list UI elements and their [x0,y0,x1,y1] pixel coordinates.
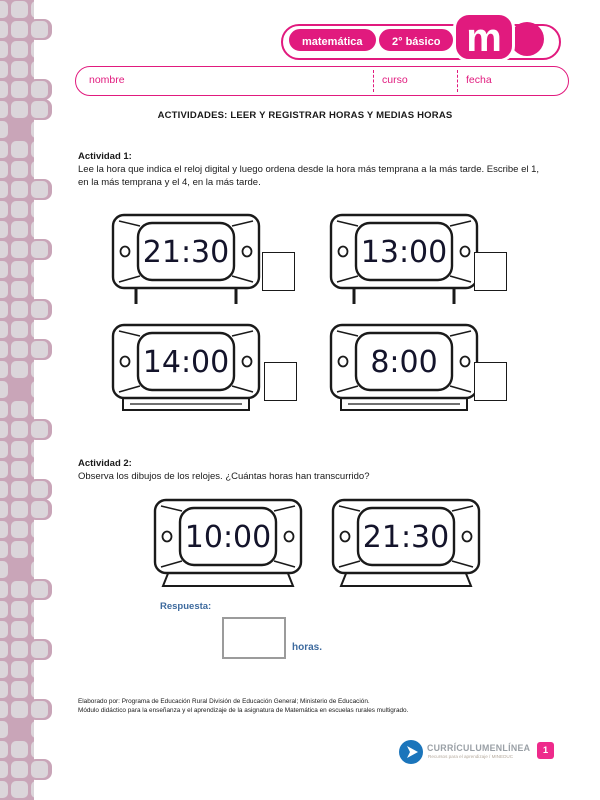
hours-answer-box[interactable] [222,617,286,659]
clock-time: 13:00 [360,235,448,270]
name-label: nombre [89,74,125,86]
page-title: ACTIVIDADES: LEER Y REGISTRAR HORAS Y MEDIAS HORAS [157,110,453,121]
curriculum-en-linea-wordmark: CURRÍCULUMENLÍNEA [427,743,531,753]
activity2-instructions: Observa los dibujos de los relojes. ¿Cuántas horas han transcurrido? [78,471,370,482]
credit-line-2: Módulo didáctico para la enseñanza y el aprendizaje de la asignatura de Matemática en escuelas rurales multigrado. [78,707,409,714]
digital-clock-1 [110,212,262,309]
order-answer-box-3[interactable] [264,362,297,401]
clock-time: 10:00 [184,520,272,555]
course-field[interactable] [416,67,454,95]
digital-clock-4 [328,322,480,419]
order-answer-box-1[interactable] [262,252,295,291]
date-field[interactable] [500,67,566,95]
digital-clock-6 [330,497,482,594]
hours-unit-label: horas. [292,642,323,653]
activity1-instructions: Lee la hora que indica el reloj digital y luego ordena desde la hora más temprana a la más tarde. Escribe el 1, en la más temprana y el 4, en la más tarde. [78,164,540,189]
digital-clock-2 [328,212,480,309]
digital-clock-5 [152,497,304,594]
divider [373,70,374,92]
divider [457,70,458,92]
order-answer-box-2[interactable] [474,252,507,291]
activity1-heading: Actividad 1: [78,151,132,162]
clock-time: 21:30 [362,520,450,555]
name-field[interactable] [136,67,366,95]
course-label: curso [382,74,408,86]
date-label: fecha [466,74,492,86]
sidebar-pattern [0,0,55,800]
order-answer-box-4[interactable] [474,362,507,401]
clock-time: 8:00 [370,345,438,380]
activity2-heading: Actividad 2: [78,458,132,469]
grade-badge: 2° básico [377,27,455,53]
subject-badge: matemática [287,27,378,53]
curriculum-en-linea-tagline: Recursos para el aprendizaje / MINEDUC [428,754,514,759]
matematica-logo: m [453,12,515,62]
credit-line-1: Elaborado por: Programa de Educación Rural División de Educación General; Ministerio de Educación. [78,698,370,705]
digital-clock-3 [110,322,262,419]
page-number-badge: 1 [537,742,554,759]
clock-time: 14:00 [142,345,230,380]
answer-label: Respuesta: [160,601,212,612]
student-info-bar [75,66,569,96]
logo-bump-shape [510,22,544,56]
clock-time: 21:30 [142,235,230,270]
curriculum-en-linea-icon [399,740,423,764]
